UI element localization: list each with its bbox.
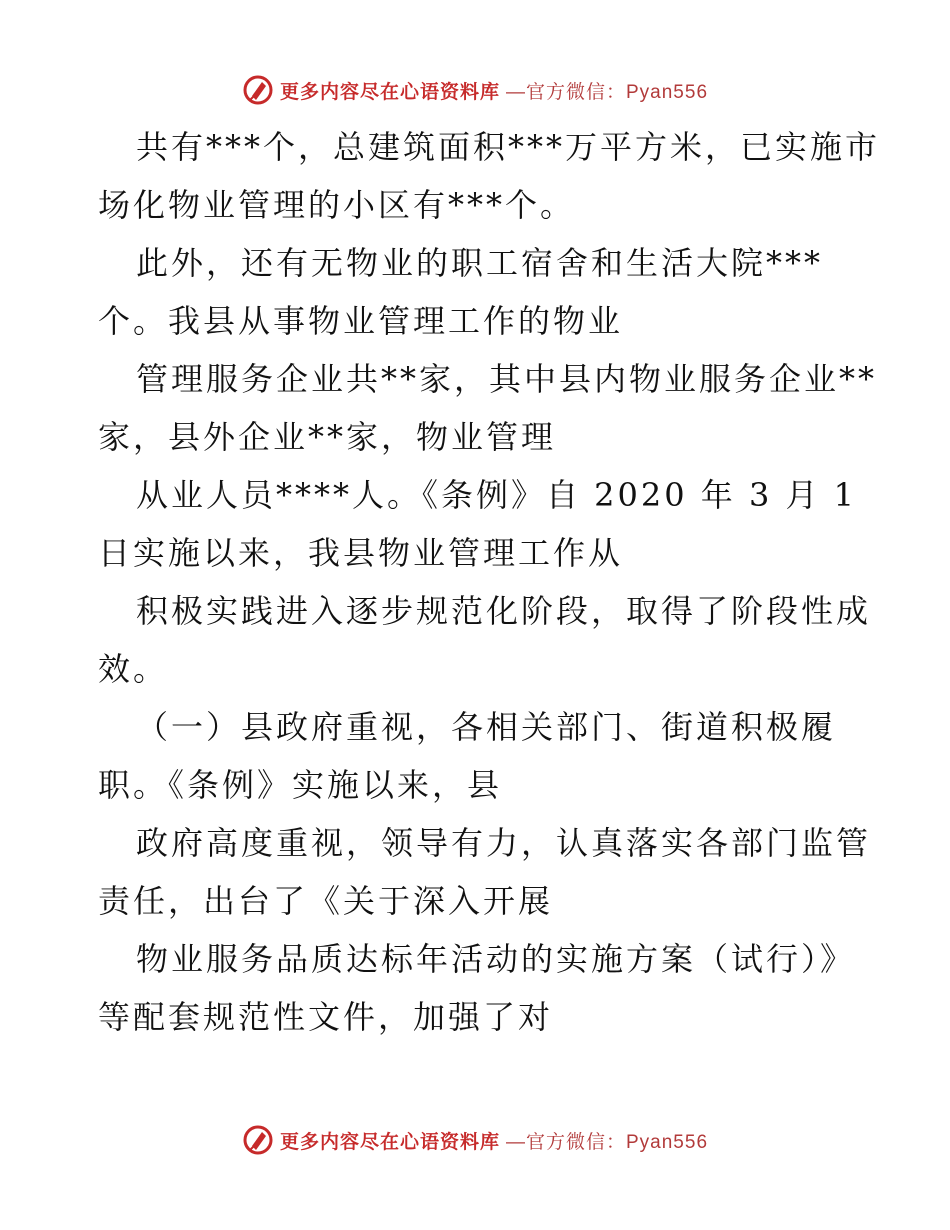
text-line: 职。《条例》实施以来，县	[98, 766, 503, 804]
pen-nib-logo-icon	[242, 1124, 274, 1156]
text-line: 效。	[98, 650, 169, 688]
text-line: 共有***个，总建筑面积***万平方米，已实施市	[136, 128, 881, 166]
pen-nib-logo-icon	[242, 74, 274, 106]
text-line: 积极实践进入逐步规范化阶段，取得了阶段性成	[136, 592, 872, 630]
text-line: 家，县外企业**家，物业管理	[98, 418, 557, 456]
watermark-text-wechat: —官方微信：Pyan556	[506, 81, 709, 103]
text-line: 政府高度重视，领导有力，认真落实各部门监管	[136, 824, 872, 862]
text-line: （一）县政府重视，各相关部门、街道积极履	[136, 708, 837, 746]
footer-watermark	[0, 1120, 950, 1160]
text-line: 个。我县从事物业管理工作的物业	[98, 302, 624, 340]
watermark-text-main: 更多内容尽在心语资料库	[279, 81, 500, 103]
text-line: 物业服务品质达标年活动的实施方案（试行）》	[136, 940, 856, 978]
text-line: 责任，出台了《关于深入开展	[98, 882, 554, 920]
text-line: 场化物业管理的小区有***个。	[98, 186, 576, 224]
watermark-text-wechat: —官方微信：Pyan556	[506, 1131, 709, 1153]
text-line: 等配套规范性文件，加强了对	[98, 998, 554, 1036]
text-line: 从业人员****人。《条例》自 2020 年 3 月 1	[136, 476, 858, 514]
document-body	[98, 118, 881, 1046]
header-watermark	[0, 70, 950, 110]
text-line: 日实施以来，我县物业管理工作从	[98, 534, 624, 572]
watermark-text-main: 更多内容尽在心语资料库	[279, 1131, 500, 1153]
text-line: 此外，还有无物业的职工宿舍和生活大院***	[136, 244, 824, 282]
text-line: 管理服务企业共**家，其中县内物业服务企业**	[136, 360, 878, 398]
